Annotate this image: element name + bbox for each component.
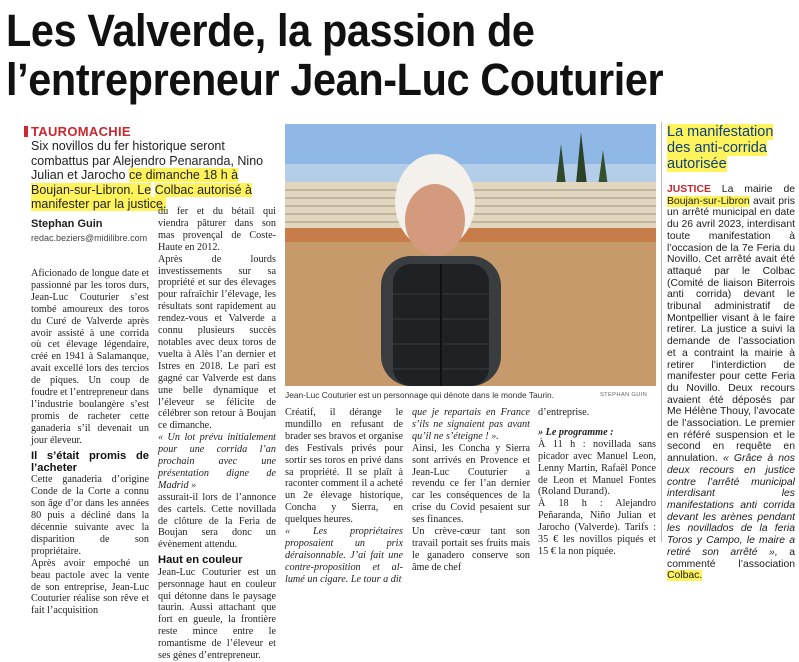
paragraph: Après de lourds investissements sur sa propriété et sur des élevages pour rafraîchir l’élevage, les résultats sont rapidement au rendez-vous et Valverde a connu plusieurs succès notables avec deux toros de vuelta à Alès l’an dernier et Istres en 2018. Le pari est gagné car Valverde est dans une belle dynamique et l’éleveur se félicite de célébrer son retour à Boujan ce dimanche. (158, 253, 276, 432)
sidebar-text: a commenté l’association (667, 546, 795, 570)
article-column-5 (538, 407, 656, 557)
paragraph: d’entreprise. (538, 407, 590, 418)
subheading: Haut en couleur (158, 554, 243, 567)
sidebar-body (667, 184, 795, 582)
paragraph: du fer et du bétail qui viendra pâturer dans son mas provençal de Coste-Haute en 2012. (158, 206, 276, 253)
paragraph: assurait-il lors de l’annonce des cartels. Cette novillada de clôture de la Feria de Boujan sera donc un évènement attendu. (158, 491, 276, 551)
sidebar-title-text: La manifestation des anti-corrida autorisée (667, 124, 774, 173)
author-name: Stephan Guin (31, 218, 103, 230)
sidebar-highlight-end: Colbac. (667, 570, 703, 582)
paragraph: Jean-Luc Couturier est un personnage haut en couleur qui détonne dans le paysage taurin. Aussi attachant que fort en gueule, la frontière reste mince entre le romantisme de l’éleveur et ses gènes d’entrepreneur. (158, 566, 276, 662)
sidebar-text: La mairie de (721, 184, 795, 195)
sidebar-highlight: Boujan-sur-Libron (667, 195, 750, 207)
rubric-label: TAUROMACHIE (31, 124, 131, 139)
article-column-4 (412, 407, 530, 573)
rubric-marker (24, 126, 28, 137)
lead-highlight-2: Colbac autorisé à manifester par la justice. (31, 182, 252, 212)
paragraph: Un crève-cœur tant son travail portait ses fruits mais le ganadero conserve son âme de chef (412, 526, 530, 573)
article-column-1 (31, 268, 149, 617)
headline (6, 6, 733, 104)
column-divider (661, 122, 662, 542)
lead-paragraph (31, 139, 281, 212)
author-email[interactable]: redac.beziers@midilibre.com (31, 233, 148, 243)
photo (285, 124, 656, 386)
paragraph: Ainsi, les Concha y Sierra sont arrivés en Provence et Jean-Luc Couturier a revendu ce fer l’an dernier car les conséquences de la crise du Covid pesaient sur ses finances. (412, 442, 530, 526)
lead-highlight-1: ce dimanche 18 h à Boujan-sur-Libron. Le (31, 168, 239, 197)
paragraph: Après avoir empoché un beau pactole avec la vente de son entreprise, Jean-Luc Couturier réalise son rêve et fait l’acquisition (31, 557, 149, 617)
paragraph: Aficionado de longue date et passionné par les toros durs, Jean-Luc Couturier s’est tombé amoureux des toros du Curé de Valverde après avoir assisté à une corrida où cet élevage légendaire, créé en 1941 à Salamanque, avait excellé lors des tercios de piques. Un coup de foudre et l’entrepreneur dans l’industrie boulangère s’est promis de racheter cette ganaderia s’il devenait un jour éleveur. (31, 268, 149, 446)
lead-text: Six novillos du fer historique seront combattus par Alejendro Penaranda, Nino Julian et Jarocho (31, 139, 264, 183)
photo-illustration (285, 124, 656, 386)
quote: « Les propriétaires proposaient un prix déraisonnable. J’ai fait une contre-proposition et al-lumé un cigare. Le tour a dit (285, 526, 403, 585)
quote: que je repartais en France s’ils ne signaient pas avant qu’il ne s’éteigne ! ». (412, 407, 530, 442)
paragraph: À 18 h : Alejandro Peñaranda, Niño Julian et Jarocho (Valverde). Tarifs : 35 € les novillos piqués et 15 € la non piquée. (538, 498, 656, 557)
headline-line-1: Les Valverde, la passion de (6, 5, 535, 56)
article-column-2 (158, 206, 276, 662)
paragraph: À 11 h : novillada sans picador avec Manuel Leon, Lenny Martin, Rafaël Ponce de Leon et Manuel Fontes (Roland Durand). (538, 438, 656, 498)
paragraph: Cette ganaderia d’origine Conde de la Corte a connu son âge d’or dans les années 80 puis a décliné dans la décennie suivante avec la disparition de son propriétaire. (31, 474, 149, 557)
programme-heading: » Le programme : (538, 426, 614, 438)
subheading: Il s’était promis de l’acheter (31, 449, 149, 474)
sidebar-quote: « Grâce à nos deux recours en justice contre l’arrêté municipal interdisant les manifestations anti corrida devant les arènes pendant les novillados de la feria Toros y Campo, le maire a retiré son arrêté », (667, 453, 795, 558)
sidebar-tag: JUSTICE (667, 184, 711, 195)
sidebar-text: avait pris un arrêté municipal en date du 26 avril 2023, interdisant toute manifestation à l’occasion de la 7e Feria du Novillo. Cet arrêté avait été attaqué par le Colbac (Comité de liaison Biterrois anti corrida) devant le tribunal administratif de Montpellier visant à le faire retirer. La justice a suivi la demande de l’association et a contraint la mairie à retirer l’interdiction de manifester pour cette Feria du Novillo. Deux recours avaient été déposés par Me Hélène Thouy, l’avocate de l’association. Le premier en référé suspension et le second en requête en annulation. (667, 195, 795, 465)
photo-caption: Jean-Luc Couturier est un personnage qui dénote dans le monde Taurin. (285, 390, 554, 400)
article-column-3 (285, 407, 403, 585)
sidebar-title (667, 124, 795, 173)
headline-line-2: l’entrepreneur Jean-Luc Couturier (6, 54, 664, 105)
photo-credit: STEPHAN GUIN (600, 392, 648, 398)
paragraph: Créatif, il dérange le mundillo en refusant de brader ses bravos et organise des Festivals privés pour sortir ses toros en privé dans sa propriété. Il se plaît à raconter comment il a acheté un 2e élevage historique, Concha y Sierra, en quelques heures. (285, 407, 403, 526)
quote: « Un lot prévu initialement pour une corrida l’an prochain avec une présentation digne de Madrid » (158, 432, 276, 491)
